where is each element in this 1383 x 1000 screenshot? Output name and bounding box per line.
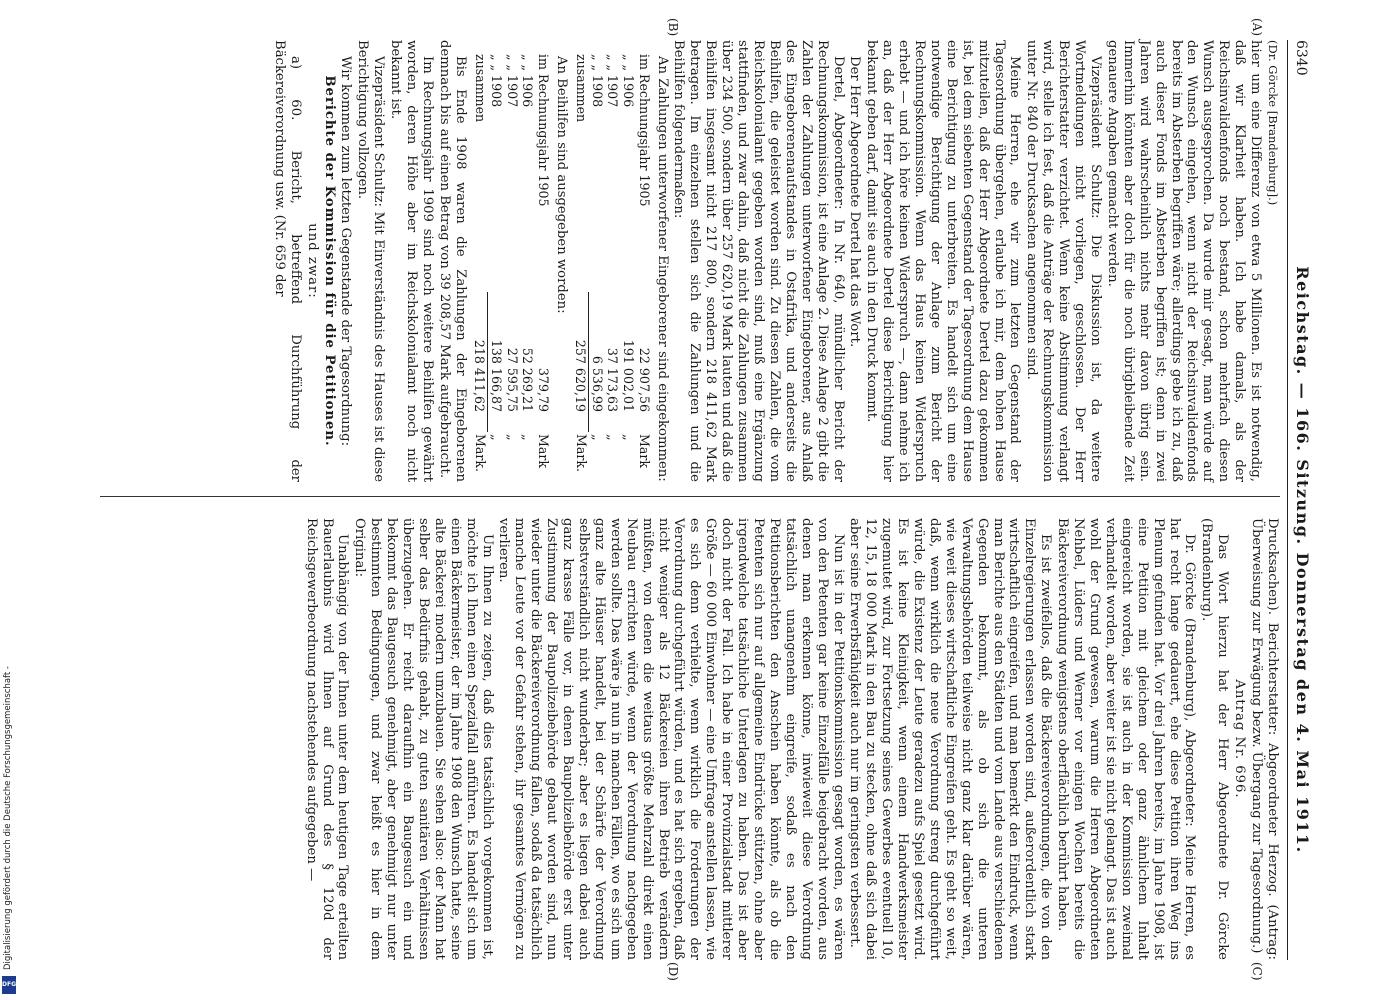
left-paragraph-3: Meine Herren, ehe wir zum letzten Gegenstand der Tagesordnung übergehen, erlaube ich mir, dem hohen Hause mitzuteilen, daß der Herr Abgeordnete Dertel dazu gekommen ist, bei dem siebenten Gegenstand der Tagesordnung dem Hause eine Berichtigung zu unterbreiten. Es handelt sich um eine notwendige Berichtigung der Anlage zum Bericht der Rechnungskommission. Wenn das Haus keinen Widerspruch erhebt — und ich höre keinen Widerspruch —, dann nehme ich an, daß der Herr Abgeordnete Dertel diese Berichtigung hier bekannt geben darf, damit sie auch in den Druck kommt. [864,40,1023,482]
margin-mark-b: (B) [666,18,680,37]
right-paragraph-3: Das Wort hierzu hat der Herr Abgeordnete Dr. Görcke (Brandenburg). [1199,518,1231,960]
row-unit: Mark. [472,434,488,473]
row-unit: „ [520,434,536,441]
right-paragraph-7: Um Ihnen zu zeigen, daß dies tatsächlich vorgekommen ist, möchte ich Ihnen einen Spezialfall anführen. Es handelt sich um einen Bäckermeister, der im Jahre 1908 den Wunsch hatte, seine alte Bäckerei modern umzubauen. Sie sehen also: der Mann hat selber das Bedürfnis gehabt, zu guten sanitären Verhältnissen überzugehen. Er reicht daraufhin ein Baugesuch ein und bekommt das Baugesuch genehmigt, aber genehmigt nur unter bestimmten Bedingungen, und zwar heißt es hier in dem Original: [352,518,495,960]
row-label: „ „ 1906 [621,54,637,108]
table-row [472,40,488,482]
right-paragraph-1: Drucksachen). Berichterstatter: Abgeordneter Herzog. (Antrag: Überweisung zur Erwägung bezw. Übergang zur Tagesordnung.) [1249,518,1280,960]
row-amount: 27 595,75 [504,347,520,412]
row-amount: 218 411,62 [472,292,488,432]
row-amount: 379,79 [535,367,551,412]
row-unit: „ [488,434,504,441]
row-unit: „ [605,434,621,441]
left-paragraph-8: Vizepräsident Schultz: Mit Einverständnis des Hauses ist diese Berichtigung vollzogen. [355,40,387,482]
row-unit: „ [621,434,637,441]
row-label: im Rechnungsjahr 1905 [636,54,652,207]
page-header [1287,40,1312,960]
row-amount: 37 173,63 [605,347,621,412]
row-label: zusammen [573,54,589,123]
rotated-page [80,0,1320,1000]
row-label: „ „ 1907 [504,54,520,108]
table-row [636,40,652,482]
right-paragraph-5: Es ist zweifellos, daß die Bäckereiverordnungen, die von den Einzelregierungen erlassen worden sind, außerordentlich stark wirtschaftlich eingreifen, und man bemerkt den Eindruck, wenn man Berichte aus den Städten und vom Lande aus verschiedenen Gegenden bekommt, als ob sich die unteren Verwaltungsbehörden teilweise nicht ganz klar darüber wären, wie weit dieses wirtschaftliche Eingreifen geht. Es geht so weit, daß, wenn wirklich die neue Verordnung streng durchgeführt würde, die Existenz der Leute geradezu aufs Spiel gesetzt wird. Es ist keine Kleinigkeit, wenn einem Handwerksmeister zugemutet wird, zur Fortsetzung seines Gewerbes eventuell 10, 12, 15, 18 000 Mark in den Bau zu stecken, ohne daß sich dabei aber seine Erwerbsfähigkeit auch nur im geringsten verbessert. [847,518,1054,960]
margin-mark-a: (A) [1250,18,1264,37]
left-paragraph-12: a) 60. Bericht, betreffend Durchführung der Bäckereiverordnung usw. (Nr. 659 der [271,40,303,482]
column-divider [100,496,1280,497]
row-label: zusammen [472,54,488,123]
table-row [488,40,504,482]
table2-intro: An Beihilfen sind ausgegeben worden: [553,56,569,314]
row-unit: Mark. [573,434,589,473]
row-label: „ „ 1906 [520,54,536,108]
side-credit [0,0,18,1000]
left-paragraph-1: hier um eine Differenz von etwa 5 Millionen. Es ist notwendig, daß wir Klarheit haben. Ich habe damals, als der Reichsinvalidenfonds noch bestand, schon mehrfach diesen Wunsch ausgesprochen. Da wurde mir gesagt, man würde auf den Wunsch eingehen, wenn nicht der Reichsinvalidenfonds bereits im Absterben begriffen wäre; allerdings gebe ich zu, daß auch dieser Fonds im Absterben begriffen ist; denn in zwei Jahren wird wahrscheinlich nichts mehr davon übrig sein. Immerhin könnten aber doch für die noch übrigbleibende Zeit genauere Angaben gemacht werden. [1104,40,1264,482]
table-row [504,40,520,482]
payments-table [573,40,652,482]
table1-intro: An Zahlungen unterworfener Eingeborener sind eingekommen: [654,56,670,482]
speaker-note: (Dr. Görcke [Brandenburg].) [1266,40,1280,206]
margin-mark-c: (C) [1250,962,1264,981]
row-amount: 52 269,21 [520,347,536,412]
table-row [589,40,605,482]
subsidies-table [472,40,551,482]
row-unit: Mark [535,434,551,469]
right-paragraph-4: Dr. Görcke (Brandenburg), Abgeordneter: Meine Herren, es hat recht lange gedauert, ehe diese Petition ihren Weg ins Plenum gefunden hat. Vor drei Jahren bereits, im Jahre 1908, ist eine Petition mit gleichem oder ganz ähnlichem Inhalt eingereicht worden, sie ist auch in der Kommission zweimal verhandelt worden, aber weiter ist sie nicht gelangt. Das ist auch wohl der Grund gewesen, warum die Herren Abgeordneten Nehbel, Lüders und Werner vor einigen Wochen bereits die Bäckereiverordnung wenigstens oberflächlich berührt haben. [1055,518,1198,960]
table-row [620,40,636,482]
dfg-credit-text: Digitalisierung gefördert durch die Deutsche Forschungsgemeinschaft - [3,666,13,970]
right-column [302,518,1280,960]
left-paragraph-4: Der Herr Abgeordnete Dertel hat das Wort. [847,56,863,348]
page-title: Reichstag. — 166. Sitzung. Donnerstag den 4. Mai 1911. [1293,266,1312,854]
agenda-subheading: und zwar: [304,223,320,299]
left-paragraph-6: Bis Ende 1908 waren die Zahlungen der Eingeborenen demnach bis auf einen Betrag von 39 208,57 Mark aufgebraucht. [436,40,468,482]
row-label: im Rechnungsjahr 1905 [535,54,551,207]
left-column [270,40,1280,482]
row-amount: 22 907,56 [636,347,652,412]
row-unit: Mark [636,434,652,469]
page-number: 6340 [1293,40,1309,76]
right-paragraph-8: Unabhängig von der Ihnen unter dem heutigen Tage erteilten Bauerlaubnis wird Ihnen auf Grund des § 120d der Reichsgewerbeordnung nachstehendes aufgegeben — [303,518,351,960]
row-unit: „ [589,434,605,441]
left-paragraph-5: Dertel, Abgeordneter: In Nr. 640, mündlicher Bericht der Rechnungskommission, ist eine Anlage 2. Diese Anlage 2 gibt die Zahlen der Zahlungen unterworfener Eingeborener, aus Anlaß des Eingeborenenaufstandes in Ostafrika, und anderseits die Beihilfen, die geleistet worden sind. Zu diesen Zahlen, die vom Reichskolonialamt gegeben worden sind, muß eine Ergänzung stattfinden, und zwar dahin, daß nicht die Zahlungen zusammen über 234 500, sondern über 257 620,19 Mark lauten und daß die Beihilfen insgesamt nicht 217 800, sondern 218 411,62 Mark betragen. Im einzelnen stellen sich die Zahlungen und die Beihilfen folgendermaßen: [671,40,846,482]
row-label: „ „ 1907 [605,54,621,108]
left-paragraph-2: Vizepräsident Schultz: Die Diskussion ist, da weitere Wortmeldungen nicht vorliegen, geschlossen. Der Herr Berichterstatter verzichtet. Wenn keine Abstimmung verlangt wird, stelle ich fest, daß die Anträge der Rechnungskommission unter Nr. 840 der Drucksachen angenommen sind. [1024,40,1104,482]
row-label: „ „ 1908 [589,54,605,108]
table-row [520,40,536,482]
table-row [605,40,621,482]
row-unit: „ [504,434,520,441]
agenda-heading: Berichte der Kommission für die Petitionen. [321,75,337,447]
margin-mark-d: (D) [666,962,680,981]
table-row [573,40,589,482]
left-paragraph-7: Im Rechnungsjahr 1909 sind noch weitere Beihilfen gewährt worden, deren Höhe aber im Reichskolonialamt noch nicht bekannt ist. [388,40,435,482]
row-amount: 138 166,87 [489,339,504,412]
right-paragraph-2: Antrag Nr. 696. [1232,679,1248,799]
table-row [535,40,551,482]
row-amount: 257 620,19 [573,292,589,432]
row-label: „ „ 1908 [488,54,504,108]
left-paragraph-9: Wir kommen zum letzten Gegenstande der Tagesordnung: [338,56,354,447]
dfg-logo: DFG [2,976,16,994]
row-amount: 6 536,99 [589,355,605,412]
row-amount: 191 002,01 [621,339,637,412]
right-paragraph-6: Nun ist in der Petitionskommission gesagt worden, es wären von den Petenten gar keine Einzelfälle beigebracht worden, aus denen man erkennen könne, inwieweit diese Verordnung tatsächlich unangenehm eingreife, sodaß es nach den Petitionsberichten den Anschein haben könnte, als ob die Petenten sich nur auf allgemeine Eindrücke stützten, ohne aber irgendwelche tatsächliche Unterlagen zu haben. Das ist aber doch nicht der Fall. Ich habe in einer Provinzialstadt mittlerer Größe — 60 000 Einwohner — eine Umfrage anstellen lassen, wie es sich denn verhielte, wenn wirklich die Forderungen der Verordnung durchgeführt würden, und es hat sich ergeben, daß nicht weniger als 12 Bäckereien ihren Betrieb verändern müßten, von denen die weitaus größte Mehrzahl direkt einen Neubau errichten würde, wenn der Verordnung nachgegeben werden sollte. Das wäre ja nun in manchen Fällen, wo es sich um ganz alte Häuser handelt, bei der Schärfe der Verordnung selbstverständlich nicht wunderbar; aber es liegen dabei auch ganz krasse Fälle vor, in denen Baupolizeibehörde erst unter Zustimmung der Baupolizeibehörde gebaut worden sind, nun wieder unter die Bäckereiverordnung fallen, sodaß da tatsächlich manche Leute vor der Gefahr stehen, ihr gesamtes Vermögen zu verlieren. [496,518,846,960]
